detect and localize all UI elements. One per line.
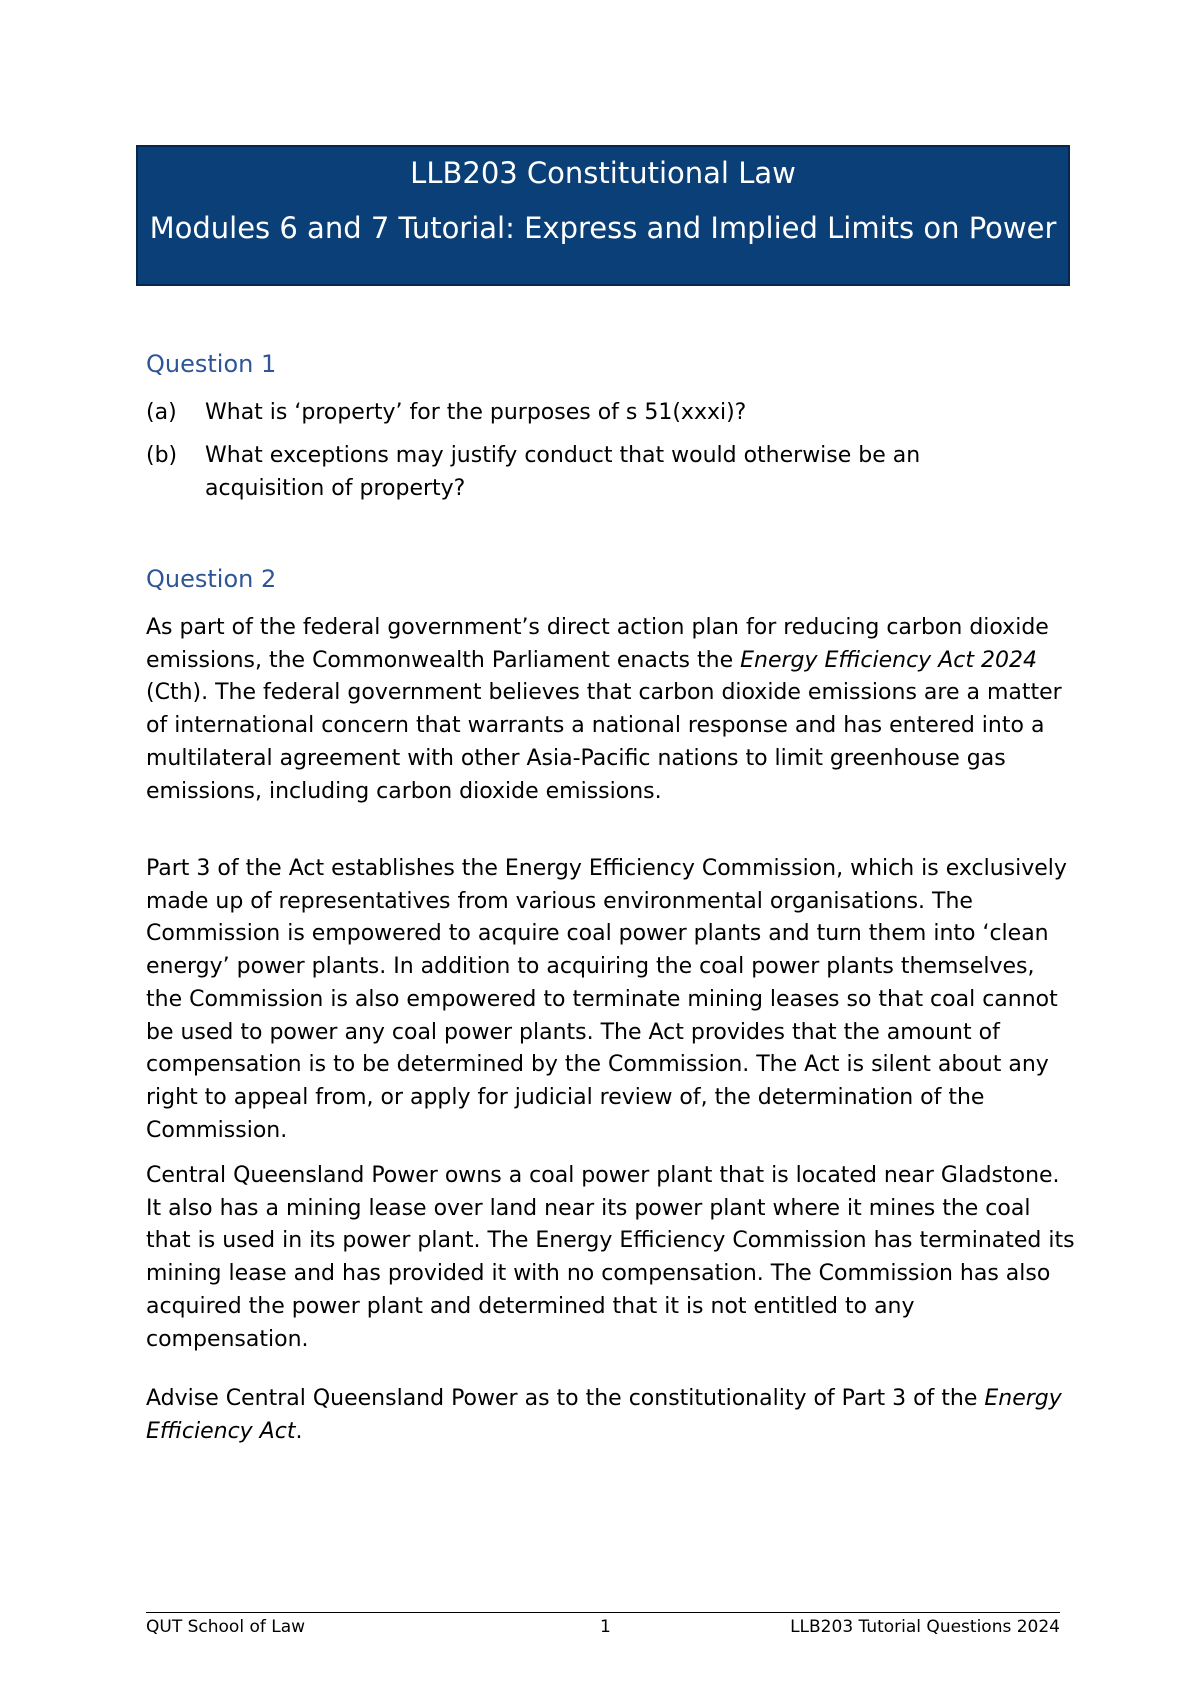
- question-2-paragraph-2: Part 3 of the Act establishes the Energy Efficiency Commission, which is exclusively made up of representatives from various environmental organisations. The Commission is empowered to acquire coal power plants and turn them into ‘clean energy’ power plants. In addition to acquiring the coal power plants themselves, the Commission is also empowered to terminate mining leases so that coal cannot be used to power any coal power plants. The Act provides that the amount of compensation is to be determined by the Commission. The Act is silent about any right to appeal from, or apply for judicial review of, the determination of the Commission.: [146, 856, 1067, 1143]
- tutorial-subtitle: Modules 6 and 7 Tutorial: Express and Implied Limits on Power: [149, 211, 1057, 245]
- question-1-heading: Question 1: [146, 350, 277, 378]
- question-2-heading: Question 2: [146, 565, 277, 593]
- footer-document-title: LLB203 Tutorial Questions 2024: [790, 1617, 1060, 1637]
- course-title: LLB203 Constitutional Law: [410, 156, 796, 190]
- act-name: Energy Efficiency Act: [146, 1386, 1062, 1444]
- page-footer: [146, 1612, 1060, 1637]
- question-1-item-b: [146, 439, 1026, 505]
- footer-page-number: 1: [600, 1617, 611, 1637]
- question-2-paragraph-3: Central Queensland Power owns a coal power plant that is located near Gladstone. It also has a mining lease over land near its power plant where it mines the coal that is used in its power plant. The Energy Efficiency Commission has terminated its mining lease and has provided it with no compensation. The Commission has also acquired the power plant and determined that it is not entitled to any compensation.: [146, 1163, 1075, 1352]
- title-banner: [136, 145, 1070, 286]
- act-name: Energy Efficiency Act 2024: [740, 647, 1037, 673]
- paragraph-text: As part of the federal government’s direct action plan for reducing carbon dioxide emissions, the Commonwealth Parliament enacts the: [146, 615, 1049, 673]
- item-label: (b): [146, 443, 178, 468]
- paragraph-text: .: [295, 1418, 303, 1444]
- paragraph-text: (Cth). The federal government believes that carbon dioxide emissions are a matter of international concern that warrants a national response and has entered into a multilateral agreement with other Asia-Pacific nations to limit greenhouse gas emissions, including carbon dioxide emissions.: [146, 680, 1062, 804]
- item-text: What exceptions may justify conduct that would otherwise be an acquisition of property?: [205, 443, 921, 501]
- footer-school: QUT School of Law: [146, 1617, 306, 1637]
- item-label: (a): [146, 400, 177, 425]
- paragraph-text: Advise Central Queensland Power as to the constitutionality of Part 3 of the: [146, 1386, 985, 1411]
- item-text: What is ‘property’ for the purposes of s 51(xxxi)?: [205, 400, 747, 425]
- question-1-item-a: [146, 396, 1066, 429]
- question-2-paragraph-1: [146, 612, 1076, 808]
- question-2-paragraph-4: [146, 1383, 1076, 1448]
